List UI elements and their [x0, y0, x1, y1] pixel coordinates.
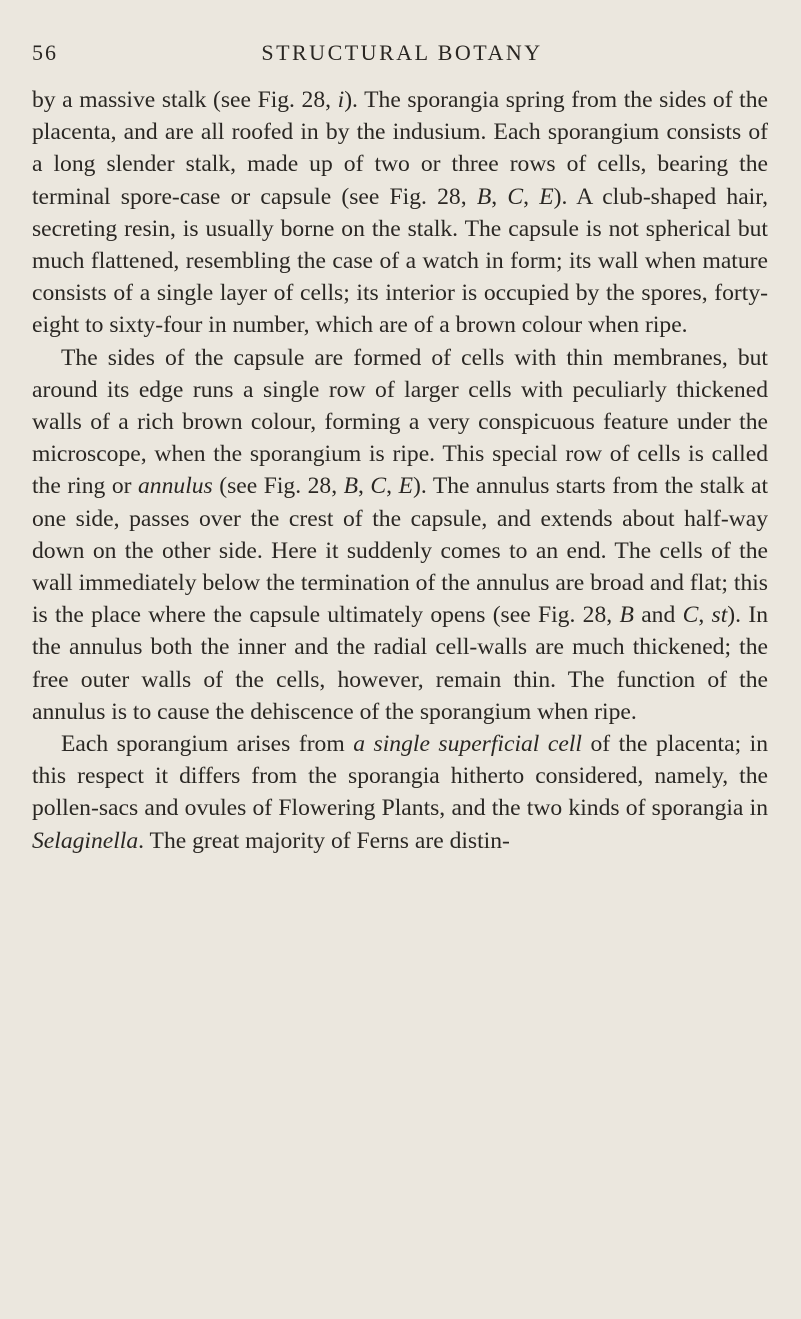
text-segment: ). In the annulus both the inner and the radial cell-walls are much thickened; the free outer walls of the cells, however, remain thin. The function of the annulus is to cause the dehiscence of the sporangium when ripe. — [32, 602, 769, 725]
text-segment: ). The annulus starts from the stalk at one side, passes over the crest of the capsule, and extends about half-way down on the other side. Here it suddenly comes to an end. The cells of the wall immediately below the termination of the annulus are broad and flat; this is the place where the capsule ultimately opens (see Fig. 28, — [32, 473, 768, 629]
paragraph-1 — [32, 84, 768, 342]
text-segment: , — [358, 473, 371, 500]
text-segment-italic: i — [337, 87, 345, 113]
text-segment-italic: C — [682, 602, 699, 629]
text-segment-italic: C — [507, 183, 524, 210]
text-segment-italic: B — [476, 183, 492, 210]
text-segment-italic: a single superficial cell — [353, 731, 582, 758]
text-segment: (see Fig. 28, — [212, 473, 344, 500]
paragraph-2 — [32, 342, 768, 728]
page-number: 56 — [32, 40, 58, 65]
text-segment-italic: B — [619, 602, 634, 629]
text-segment-italic: C — [370, 473, 387, 500]
running-head — [32, 40, 772, 72]
body-text — [32, 84, 768, 857]
text-segment-italic: Selaginella — [32, 827, 139, 854]
text-segment: , — [698, 602, 712, 629]
text-segment-italic: E — [539, 183, 554, 210]
text-segment: ). A club-shaped hair, secreting resin, is usually borne on the stalk. The capsule is not spherical but much flattened, resembling the case of a watch in form; its wall when mature consists of a single layer of cells; its interior is occupied by the spores, forty-eight to sixty-four in number, which are of a brown colour when ripe. — [32, 183, 769, 339]
text-segment: ). The sporangia spring from the sides of the placenta, and are all roofed in by the indusium. Each sporangium consists of a long slender stalk, made up of two or three rows of cells, bearing the terminal spore-case or capsule (see Fig. 28, — [32, 87, 768, 210]
text-segment: Each sporangium arises from — [61, 731, 354, 758]
paragraph-3 — [32, 728, 768, 857]
text-segment: The sides of the capsule are formed of cells with thin membranes, but around its edge runs a single row of larger cells with peculiarly thickened walls of a rich brown colour, forming a very conspicuous feature under the microscope, when the sporangium is ripe. This special row of cells is called the ring or — [32, 344, 768, 500]
text-segment: , — [523, 183, 540, 210]
text-segment: by a massive stalk (see Fig. 28, — [32, 87, 338, 113]
text-segment: , — [386, 473, 399, 500]
text-segment-italic: B — [343, 473, 359, 500]
text-segment: and — [633, 602, 683, 629]
text-segment: of the placenta; in this respect it differs from the sporangia hitherto considered, namely, the pollen-sacs and ovules of Flowering Plants, and the two kinds of sporangia in — [32, 731, 769, 822]
running-title: STRUCTURAL BOTANY — [261, 40, 543, 65]
text-segment-italic: st — [711, 602, 728, 629]
text-segment: , — [491, 183, 508, 210]
text-segment: . The great majority of Ferns are distin- — [138, 827, 510, 854]
text-segment-italic: E — [398, 473, 413, 500]
text-segment-italic: annulus — [138, 473, 213, 500]
